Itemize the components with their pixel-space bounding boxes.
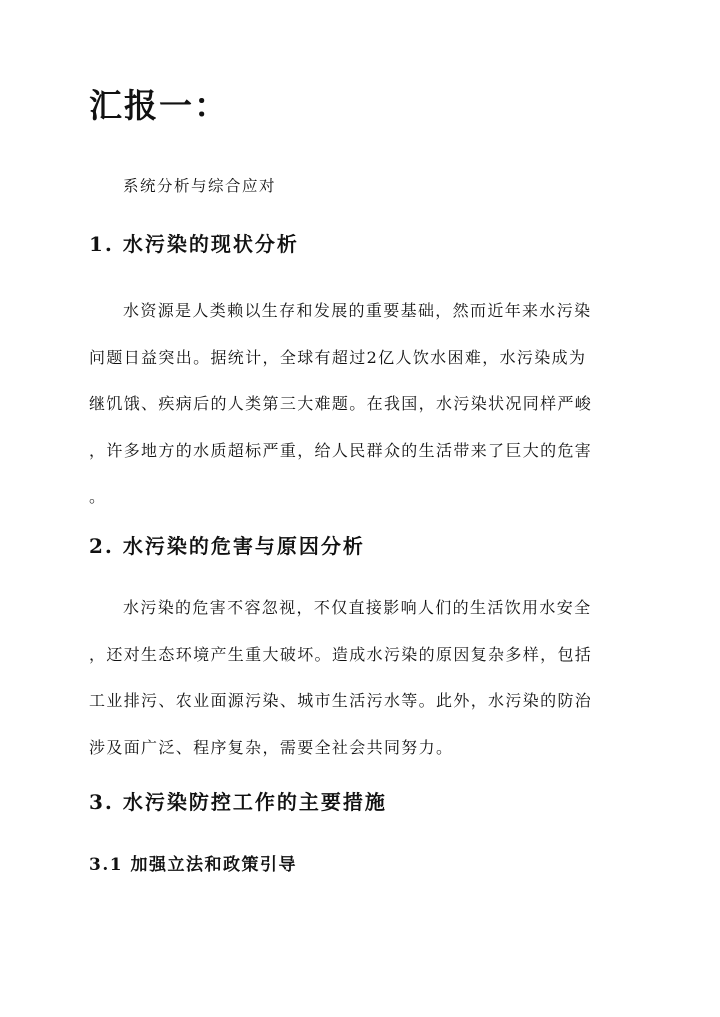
- paragraph-line: 继饥饿、疾病后的人类第三大难题。在我国，水污染状况同样严峻: [89, 394, 593, 413]
- section-3-heading: 3. 水污染防控工作的主要措施: [89, 790, 387, 814]
- paragraph-line: ，许多地方的水质超标严重，给人民群众的生活带来了巨大的危害: [89, 440, 593, 460]
- section-2-paragraph: [89, 585, 641, 771]
- paragraph-line: 水资源是人类赖以生存和发展的重要基础，然而近年来水污染: [123, 301, 592, 320]
- paragraph-line: 水污染的危害不容忽视，不仅直接影响人们的生活饮用水安全: [123, 598, 592, 617]
- document-subtitle: 系统分析与综合应对: [123, 177, 277, 195]
- paragraph-line: 问题日益突出。据统计，全球有超过2亿人饮水困难，水污染成为: [89, 347, 587, 367]
- section-1-heading: 1. 水污染的现状分析: [89, 232, 299, 256]
- section-1-paragraph: [89, 288, 641, 521]
- section-2-heading: 2. 水污染的危害与原因分析: [89, 534, 365, 558]
- document-title: 汇报一：: [89, 86, 229, 125]
- paragraph-line: 工业排污、农业面源污染、城市生活污水等。此外，水污染的防治: [89, 691, 593, 710]
- paragraph-line: 。: [89, 487, 107, 506]
- paragraph-line: ，还对生态环境产生重大破坏。造成水污染的原因复杂多样，包括: [89, 644, 593, 664]
- paragraph-line: 涉及面广泛、程序复杂，需要全社会共同努力。: [89, 737, 454, 757]
- subsection-3-1-heading: 3.1 加强立法和政策引导: [89, 855, 297, 875]
